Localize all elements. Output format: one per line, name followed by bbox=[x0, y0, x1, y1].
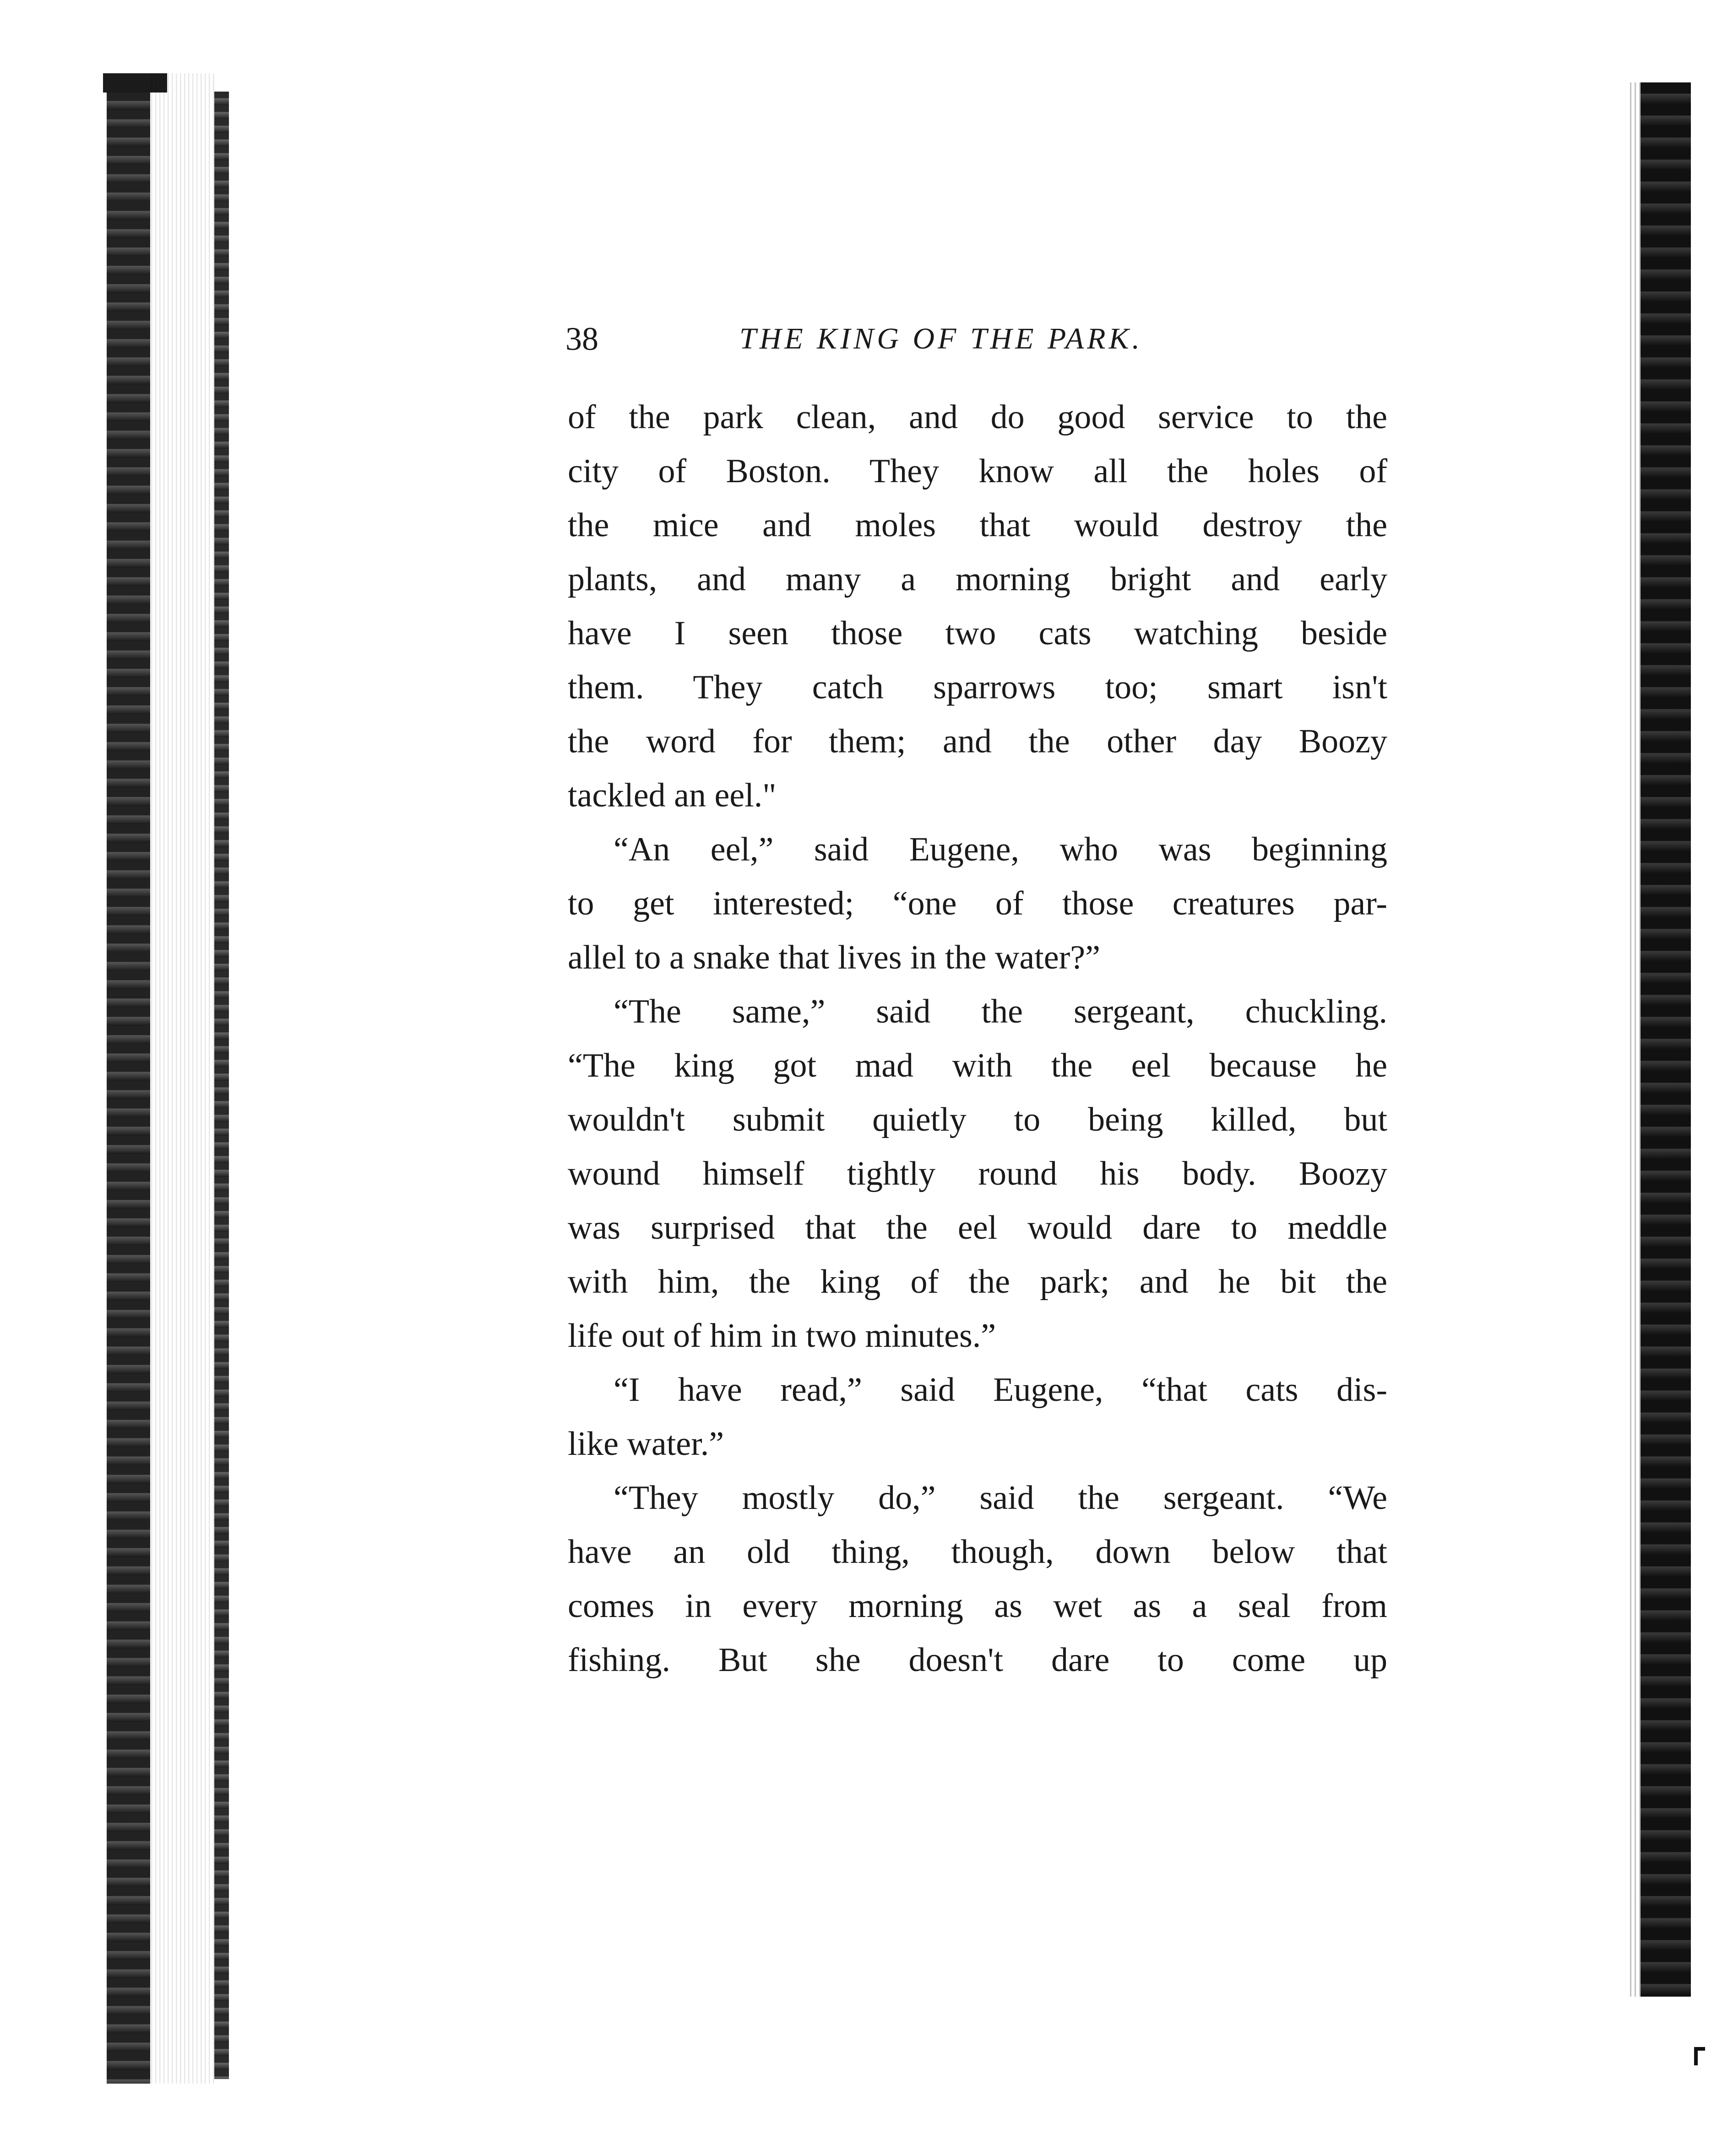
scan-edge-left bbox=[107, 73, 150, 2084]
scan-edge-left-noise bbox=[151, 73, 215, 2084]
text-line: wouldn't submit quietly to being killed, but bbox=[568, 1101, 1387, 1138]
scan-mark-horizontal bbox=[1694, 2047, 1705, 2051]
text-line: fishing. But she doesn't dare to come up bbox=[568, 1641, 1387, 1679]
text-line: with him, the king of the park; and he bit the bbox=[568, 1263, 1387, 1301]
text-line: the word for them; and the other day Boozy bbox=[568, 723, 1387, 760]
text-line: have an old thing, though, down below that bbox=[568, 1533, 1387, 1571]
text-line: comes in every morning as wet as a seal from bbox=[568, 1587, 1387, 1625]
text-line: have I seen those two cats watching beside bbox=[568, 615, 1387, 652]
scan-edge-right bbox=[1641, 82, 1691, 1997]
text-line: the mice and moles that would destroy the bbox=[568, 506, 1387, 544]
page-header bbox=[565, 316, 1385, 362]
text-line: to get interested; “one of those creatures par- bbox=[568, 885, 1387, 922]
text-line: life out of him in two minutes.” bbox=[568, 1317, 996, 1355]
text-line: them. They catch sparrows too; smart isn't bbox=[568, 669, 1387, 706]
text-line: plants, and many a morning bright and early bbox=[568, 561, 1387, 598]
text-line: allel to a snake that lives in the water?” bbox=[568, 939, 1100, 976]
text-line: tackled an eel." bbox=[568, 777, 777, 814]
page-number: 38 bbox=[565, 321, 598, 357]
text-line: like water.” bbox=[568, 1425, 724, 1463]
text-line: “The same,” said the sergeant, chuckling. bbox=[614, 993, 1387, 1030]
text-line: “The king got mad with the eel because he bbox=[568, 1047, 1387, 1084]
text-line: “An eel,” said Eugene, who was beginning bbox=[614, 831, 1387, 868]
text-line: was surprised that the eel would dare to meddle bbox=[568, 1209, 1387, 1247]
text-line: wound himself tightly round his body. Boozy bbox=[568, 1155, 1387, 1192]
running-head: THE KING OF THE PARK. bbox=[739, 322, 1143, 355]
text-line: “They mostly do,” said the sergeant. “We bbox=[614, 1479, 1387, 1517]
text-line: city of Boston. They know all the holes of bbox=[568, 452, 1387, 490]
scan-edge-left-inner bbox=[214, 92, 229, 2079]
text-line: “I have read,” said Eugene, “that cats dis- bbox=[614, 1371, 1387, 1409]
body-text bbox=[568, 390, 1387, 1687]
text-line: of the park clean, and do good service to the bbox=[568, 398, 1387, 436]
